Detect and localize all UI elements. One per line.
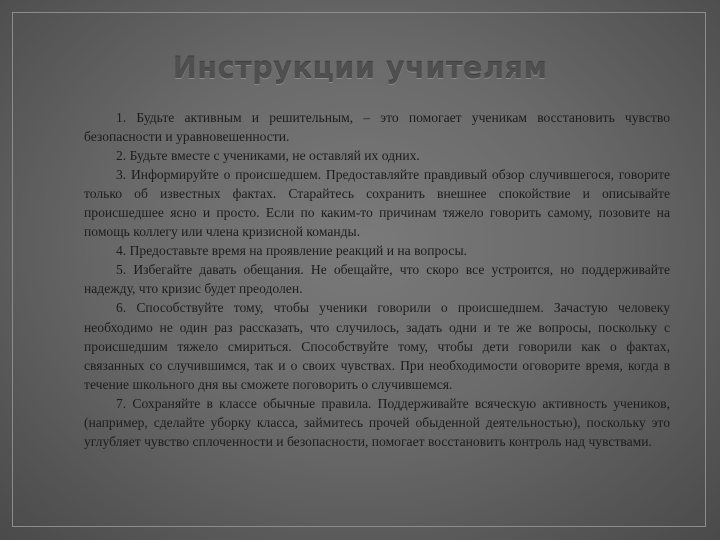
instructions-text bbox=[84, 108, 670, 451]
slide-title: Инструкции учителям bbox=[172, 51, 548, 85]
instruction-paragraph-2: 2. Будьте вместе с учениками, не оставляй их одних. bbox=[116, 148, 420, 164]
instruction-paragraph-4: 4. Предоставьте время на проявление реакций и на вопросы. bbox=[116, 243, 468, 259]
instruction-paragraph-6: 6. Способствуйте тому, чтобы ученики говорили о происшедшем. Зачастую человеку необходимо не один раз рассказать, что случилось, задать одни и те же вопросы, поскольку с происшедшим тяжело смириться. Способствуйте тому, чтобы дети говорили как о фактах, связанных со случившимся, так и о своих чувствах. При необходимости оговорите время, когда в течение школьного дня вы сможете поговорить о случившемся. bbox=[84, 300, 670, 392]
instruction-paragraph-5: 5. Избегайте давать обещания. Не обещайте, что скоро все устроится, но поддерживайте надежду, что кризис будет преодолен. bbox=[84, 262, 670, 297]
instruction-paragraph-3: 3. Информируйте о происшедшем. Предоставляйте правдивый обзор случившегося, говорите только об известных фактах. Старайтесь сохранить внешнее спокойствие и описывайте происшедшее ясно и просто. Если по каким-то причинам тяжело говорить самому, позовите на помощь коллегу или члена кризисной команды. bbox=[84, 167, 670, 240]
instruction-paragraph-7: 7. Сохраняйте в классе обычные правила. Поддерживайте всяческую активность учеников, (например, сделайте уборку класса, займитесь прочей обыденной деятельностью), поскольку это углубляет чувство сплоченности и безопасности, помогает восстановить контроль над чувствами. bbox=[84, 395, 670, 449]
instruction-paragraph-1: 1. Будьте активным и решительным, – это помогает ученикам восстановить чувство безопасности и уравновешенности. bbox=[84, 110, 670, 145]
